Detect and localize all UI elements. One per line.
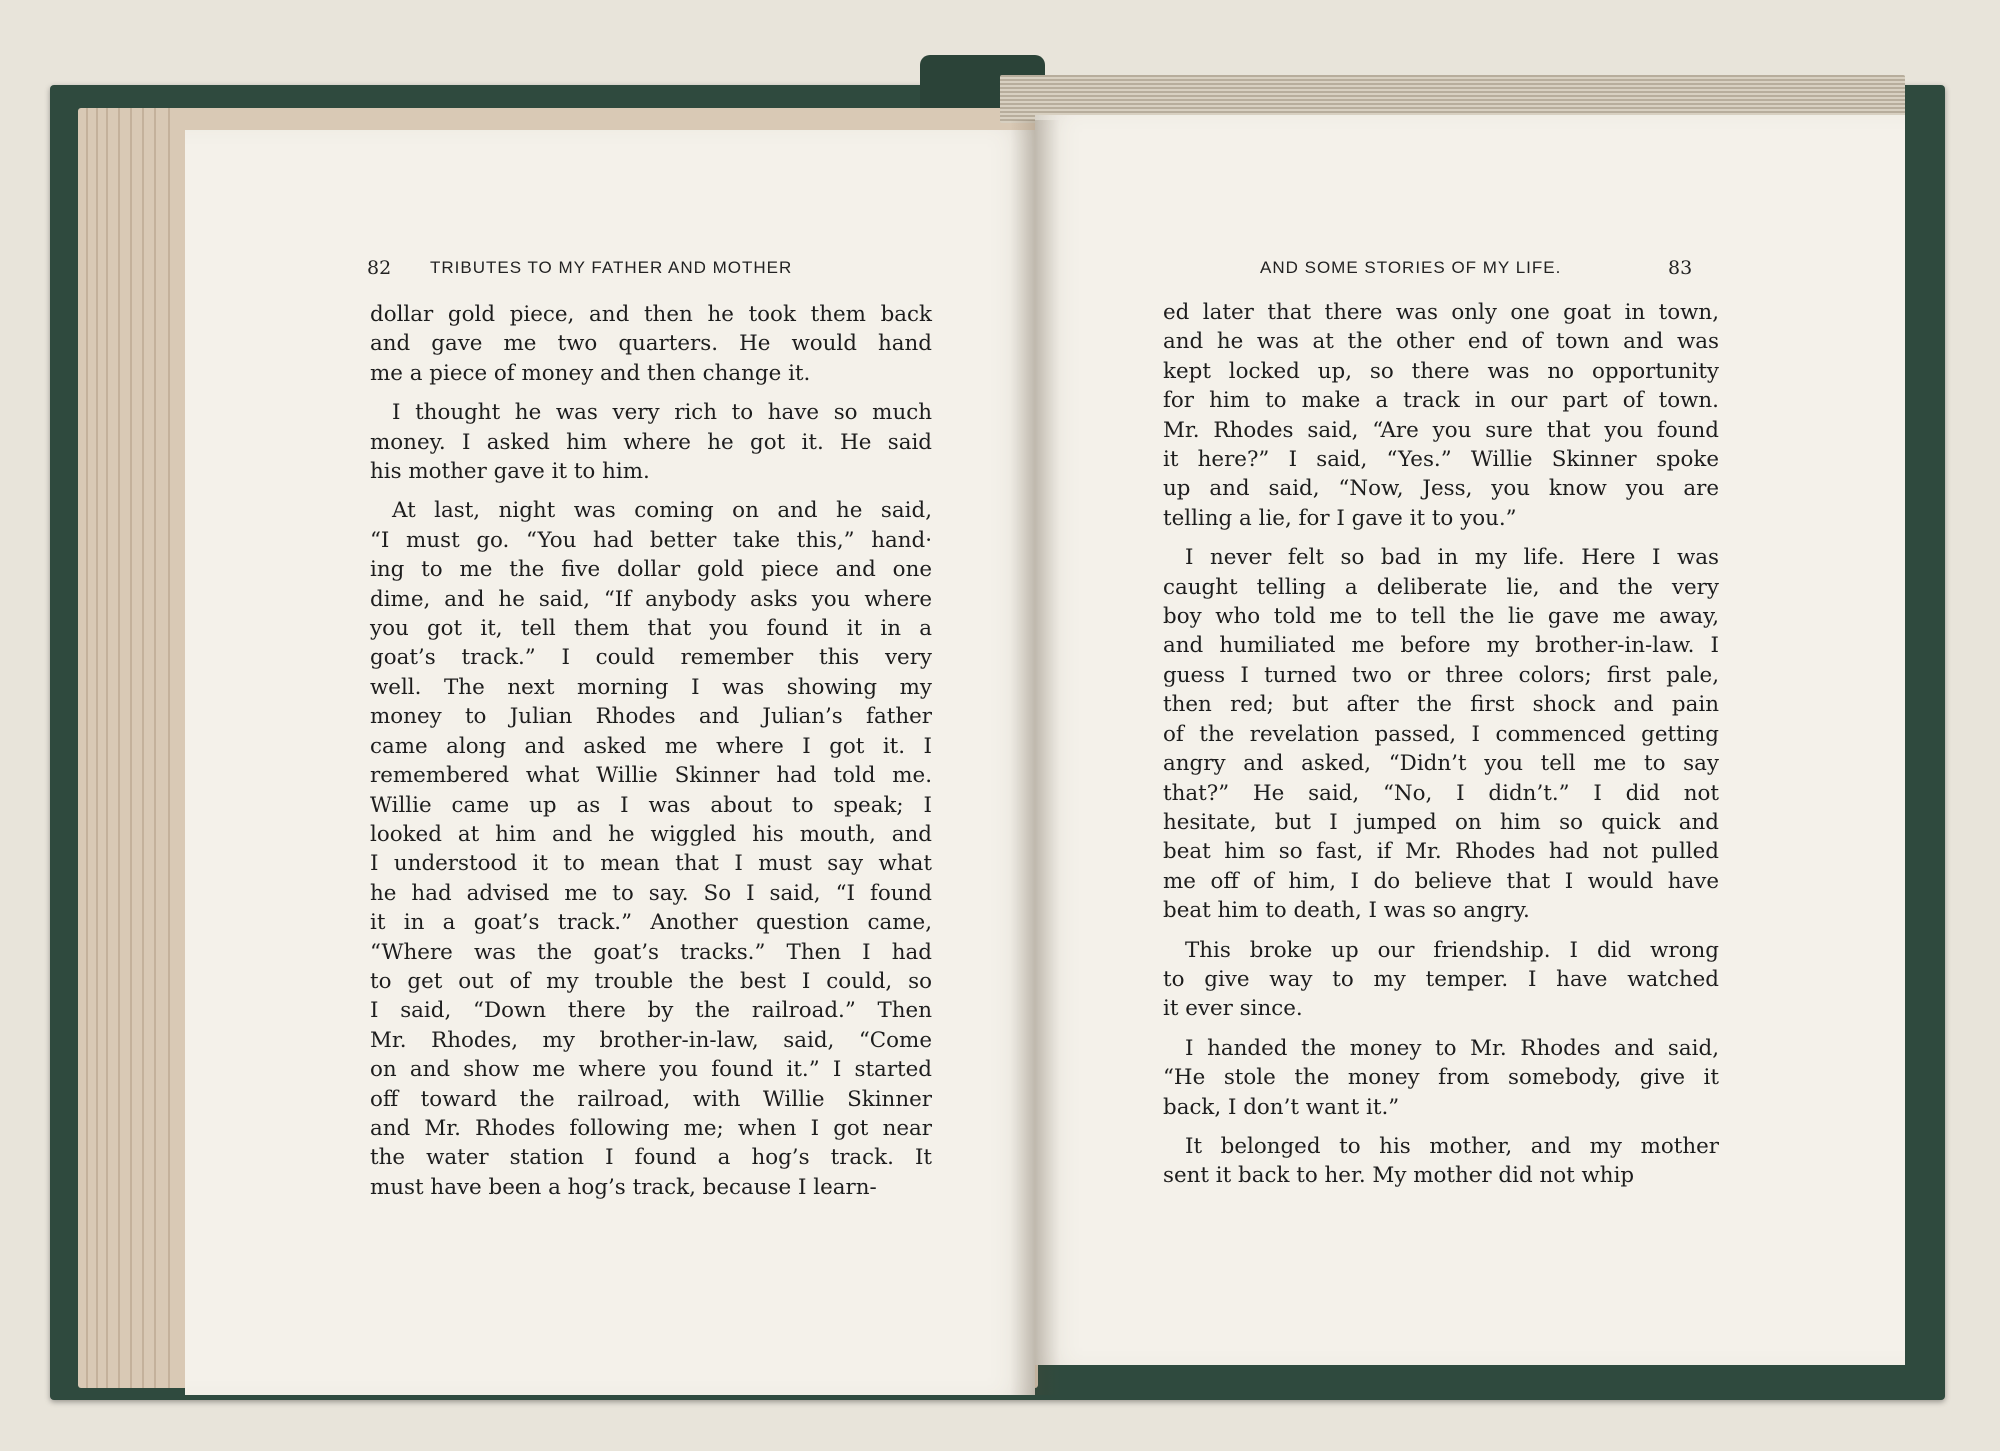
text-line: Willie came up as I was about to speak; I: [370, 792, 932, 818]
text-line: of the revelation passed, I commenced getting: [1163, 721, 1719, 747]
text-line: and Mr. Rhodes following me; when I got near: [370, 1115, 932, 1141]
text-line: This broke up our friendship. I did wrong: [1185, 937, 1719, 963]
text-line: ing to me the five dollar gold piece and one: [370, 557, 932, 583]
right-page: [1035, 115, 1905, 1365]
text-line: back, I don’t want it.”: [1163, 1094, 1400, 1120]
text-line: that?” He said, “No, I didn’t.” I did not: [1163, 780, 1719, 806]
text-line: sent it back to her. My mother did not whip: [1163, 1163, 1635, 1189]
text-line: I never felt so bad in my life. Here I was: [1185, 545, 1719, 571]
text-line: Mr. Rhodes said, “Are you sure that you found: [1163, 417, 1719, 443]
text-line: caught telling a deliberate lie, and the very: [1163, 574, 1719, 600]
text-line: boy who told me to tell the lie gave me away,: [1163, 604, 1719, 630]
text-line: and gave me two quarters. He would hand: [370, 331, 932, 357]
paragraph: [1163, 936, 1719, 1024]
text-line: it ever since.: [1163, 996, 1303, 1022]
right-body-text: [1163, 298, 1719, 1191]
book-gutter: [1010, 120, 1060, 1395]
right-running-head: AND SOME STORIES OF MY LIFE.: [1260, 258, 1562, 277]
paragraph: [1163, 543, 1719, 925]
text-line: “He stole the money from somebody, give it: [1163, 1065, 1719, 1091]
text-line: kept locked up, so there was no opportunity: [1163, 358, 1719, 384]
text-line: telling a lie, for I gave it to you.”: [1163, 505, 1517, 531]
text-line: for him to make a track in our part of town.: [1163, 388, 1719, 414]
paragraph-gap: [1163, 533, 1719, 543]
text-line: dime, and he said, “If anybody asks you where: [370, 586, 932, 612]
text-line: I said, “Down there by the railroad.” Then: [370, 998, 932, 1024]
paragraph-gap: [1163, 926, 1719, 936]
text-line: Mr. Rhodes, my brother-in-law, said, “Come: [370, 1027, 932, 1053]
text-line: money. I asked him where he got it. He said: [370, 429, 932, 455]
paragraph-gap: [370, 388, 932, 398]
paragraph: [1163, 1132, 1719, 1191]
text-line: I thought he was very rich to have so much: [392, 400, 932, 426]
paragraph: [370, 300, 932, 388]
paragraph: [1163, 298, 1719, 533]
text-line: he had advised me to say. So I said, “I found: [370, 880, 932, 906]
text-line: beat him to death, I was so angry.: [1163, 898, 1530, 924]
text-line: I understood it to mean that I must say what: [370, 851, 932, 877]
text-line: I handed the money to Mr. Rhodes and said,: [1185, 1035, 1719, 1061]
paragraph: [370, 496, 932, 1202]
left-page-number: 82: [367, 257, 392, 279]
text-line: “Where was the goat’s tracks.” Then I had: [370, 939, 932, 965]
text-line: well. The next morning I was showing my: [370, 674, 932, 700]
text-line: it here?” I said, “Yes.” Willie Skinner spoke: [1163, 447, 1719, 473]
paragraph: [370, 398, 932, 486]
text-line: looked at him and he wiggled his mouth, and: [370, 821, 932, 847]
text-line: money to Julian Rhodes and Julian’s father: [370, 704, 932, 730]
text-line: his mother gave it to him.: [370, 459, 650, 485]
text-line: angry and asked, “Didn’t you tell me to say: [1163, 751, 1719, 777]
text-line: then red; but after the first shock and pain: [1163, 692, 1719, 718]
left-running-head: TRIBUTES TO MY FATHER AND MOTHER: [430, 258, 793, 277]
paragraph-gap: [1163, 1122, 1719, 1132]
text-line: up and said, “Now, Jess, you know you are: [1163, 476, 1719, 502]
text-line: came along and asked me where I got it. I: [370, 733, 932, 759]
text-line: and humiliated me before my brother-in-law. I: [1163, 633, 1719, 659]
text-line: on and show me where you found it.” I started: [370, 1057, 932, 1083]
text-line: dollar gold piece, and then he took them back: [370, 302, 932, 327]
text-line: the water station I found a hog’s track. It: [370, 1145, 932, 1171]
text-line: At last, night was coming on and he said,: [392, 498, 932, 524]
text-line: to get out of my trouble the best I could, so: [370, 968, 932, 994]
text-line: it in a goat’s track.” Another question came,: [370, 910, 932, 936]
right-page-number: 83: [1668, 257, 1693, 279]
text-line: hesitate, but I jumped on him so quick and: [1163, 809, 1719, 835]
text-line: must have been a hog’s track, because I learn-: [370, 1174, 877, 1200]
text-line: beat him so fast, if Mr. Rhodes had not pulled: [1163, 839, 1719, 865]
paragraph-gap: [370, 486, 932, 496]
left-page: [185, 130, 1035, 1395]
text-line: remembered what Willie Skinner had told me.: [370, 763, 932, 789]
text-line: off toward the railroad, with Willie Skinner: [370, 1086, 932, 1112]
paragraph-gap: [1163, 1024, 1719, 1034]
text-line: It belonged to his mother, and my mother: [1185, 1133, 1719, 1159]
text-line: “I must go. “You had better take this,” hand·: [370, 527, 932, 553]
text-line: ed later that there was only one goat in town,: [1163, 300, 1719, 325]
text-line: guess I turned two or three colors; first pale,: [1163, 662, 1719, 688]
paragraph: [1163, 1034, 1719, 1122]
text-line: me off of him, I do believe that I would have: [1163, 868, 1719, 894]
left-body-text: [370, 300, 932, 1202]
text-line: and he was at the other end of town and was: [1163, 329, 1719, 355]
text-line: me a piece of money and then change it.: [370, 360, 811, 386]
text-line: goat’s track.” I could remember this very: [370, 645, 932, 671]
text-line: to give way to my temper. I have watched: [1163, 966, 1719, 992]
text-line: you got it, tell them that you found it in a: [370, 616, 932, 642]
